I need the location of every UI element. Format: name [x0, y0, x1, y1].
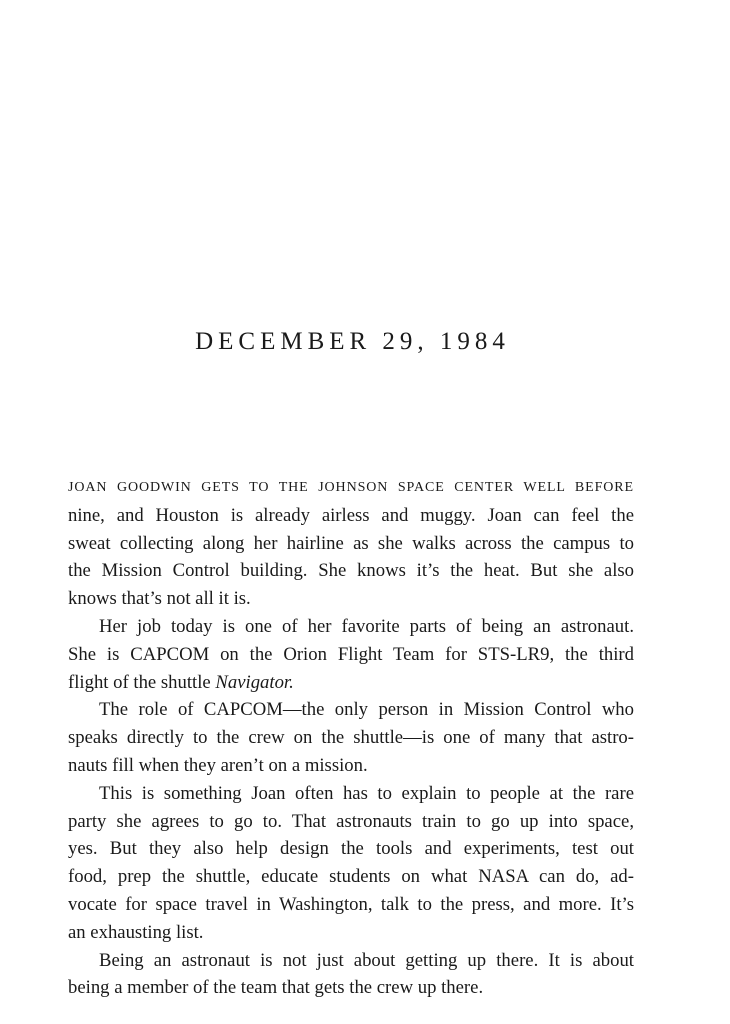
text-line: [68, 669, 634, 697]
text-line: knows that’s not all it is.: [68, 588, 251, 610]
paragraph-4: [68, 780, 634, 947]
text-line: Being an astronaut is not just about getting up there. It is about: [99, 949, 634, 971]
chapter-body: [68, 474, 634, 1002]
text-line: sweat collecting along her hairline as she walks across the campus to: [68, 532, 634, 554]
text-line: Her job today is one of her favorite parts of being an astronaut.: [99, 615, 634, 637]
text-line: being a member of the team that gets the crew up there.: [68, 977, 484, 999]
paragraph-1: [68, 474, 634, 613]
text-line: The role of CAPCOM—the only person in Mission Control who: [99, 699, 634, 721]
chapter-heading: DECEMBER 29, 1984: [195, 328, 510, 355]
text-line: nine, and Houston is already airless and muggy. Joan can feel the: [68, 504, 634, 526]
lead-in-small-caps: JOAN GOODWIN GETS TO THE JOHNSON SPACE CENTER WELL BEFORE: [68, 480, 634, 495]
ship-name-italic: Navigator.: [215, 671, 294, 693]
text-line: an exhausting list.: [68, 921, 204, 943]
paragraph-2: [68, 613, 634, 696]
paragraph-3: [68, 696, 634, 779]
text-line: the Mission Control building. She knows it’s the heat. But she also: [68, 560, 634, 582]
text-line: nauts fill when they aren’t on a mission.: [68, 754, 368, 776]
text-line: vocate for space travel in Washington, talk to the press, and more. It’s: [68, 893, 634, 915]
text-line: yes. But they also help design the tools and experiments, test out: [68, 838, 634, 860]
text-line: party she agrees to go to. That astronauts train to go up into space,: [68, 810, 634, 832]
paragraph-5: [68, 947, 634, 1003]
text-line: She is CAPCOM on the Orion Flight Team for STS-LR9, the third: [68, 643, 634, 665]
text-fragment: flight of the shuttle: [68, 671, 216, 693]
text-line: speaks directly to the crew on the shuttle—is one of many that astro-: [68, 727, 634, 749]
text-line: This is something Joan often has to explain to people at the rare: [99, 782, 634, 804]
text-line: food, prep the shuttle, educate students on what NASA can do, ad-: [68, 866, 634, 888]
